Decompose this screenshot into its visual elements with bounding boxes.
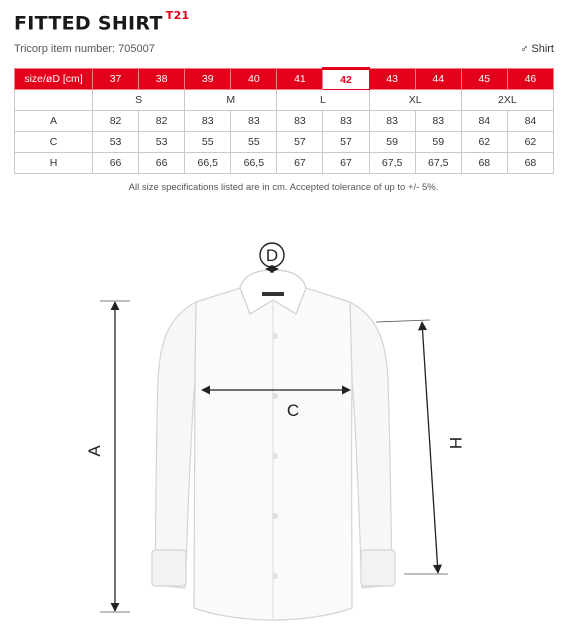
value-cell: 55 [185, 132, 231, 153]
label-c: C [286, 401, 300, 420]
value-cell: 83 [231, 111, 277, 132]
value-cell: 59 [369, 132, 415, 153]
table-row [15, 153, 554, 174]
value-cell: 83 [323, 111, 369, 132]
shirt-illustration [152, 270, 395, 620]
dimension-d-marker [260, 243, 284, 269]
header [14, 9, 554, 56]
label-h: H [446, 436, 465, 450]
value-cell: 53 [93, 132, 139, 153]
value-cell: 67,5 [369, 153, 415, 174]
value-cell: 67,5 [415, 153, 461, 174]
size-cell: 45 [461, 69, 507, 90]
size-cell-selected: 42 [323, 69, 369, 90]
size-cell: 44 [415, 69, 461, 90]
size-cell: 38 [139, 69, 185, 90]
dimension-a-arrow [85, 301, 130, 612]
subheader-row [14, 43, 554, 55]
value-cell: 68 [507, 153, 553, 174]
value-cell: 62 [507, 132, 553, 153]
row-label: A [15, 111, 93, 132]
value-cell: 57 [277, 132, 323, 153]
value-cell: 83 [185, 111, 231, 132]
group-cell: L [277, 90, 369, 111]
right-cuff [361, 550, 395, 586]
value-cell: 82 [93, 111, 139, 132]
group-cell: 2XL [461, 90, 553, 111]
group-blank-cell [15, 90, 93, 111]
value-cell: 83 [277, 111, 323, 132]
left-cuff [152, 550, 186, 586]
gender-label: Shirt [531, 43, 554, 56]
value-cell: 66,5 [185, 153, 231, 174]
product-title: FITTED SHIRT $^{T21}$ [14, 9, 190, 35]
right-sleeve [350, 302, 392, 588]
label-d: D [265, 246, 279, 265]
value-cell: 66,5 [231, 153, 277, 174]
value-cell: 67 [277, 153, 323, 174]
male-icon: ♂ [520, 43, 529, 56]
group-cell: S [93, 90, 185, 111]
size-header-cell: size/øD [cm] [15, 69, 93, 90]
row-label: H [15, 153, 93, 174]
size-cell: 43 [369, 69, 415, 90]
size-cell: 41 [277, 69, 323, 90]
value-cell: 68 [461, 153, 507, 174]
table-row [15, 132, 554, 153]
size-cell: 39 [185, 69, 231, 90]
tolerance-note: All size specifications listed are in cm. Accepted tolerance of up to +/- 5%. [128, 182, 439, 193]
value-cell: 53 [139, 132, 185, 153]
gender-indicator [520, 43, 554, 55]
size-cell: 37 [93, 69, 139, 90]
label-a: A [85, 445, 104, 457]
shirt-measurement-diagram [0, 230, 567, 644]
value-cell: 67 [323, 153, 369, 174]
value-cell: 66 [93, 153, 139, 174]
collar-label [262, 292, 284, 296]
left-sleeve [155, 302, 196, 588]
value-cell: 57 [323, 132, 369, 153]
value-cell: 82 [139, 111, 185, 132]
row-label: C [15, 132, 93, 153]
group-cell: XL [369, 90, 461, 111]
value-cell: 66 [139, 153, 185, 174]
value-cell: 55 [231, 132, 277, 153]
value-cell: 83 [415, 111, 461, 132]
value-cell: 62 [461, 132, 507, 153]
value-cell: 84 [461, 111, 507, 132]
product-code: T21 [165, 9, 190, 22]
value-cell: 59 [415, 132, 461, 153]
table-row [15, 111, 554, 132]
item-number: Tricorp item number: 705007 [14, 43, 155, 56]
value-cell: 83 [369, 111, 415, 132]
size-group-row [15, 90, 554, 111]
size-cell: 40 [231, 69, 277, 90]
group-cell: M [185, 90, 277, 111]
size-cell: 46 [507, 69, 553, 90]
shirt-diagram-svg [0, 230, 567, 644]
size-header-row [15, 69, 554, 90]
size-chart-table [14, 67, 554, 174]
value-cell: 84 [507, 111, 553, 132]
